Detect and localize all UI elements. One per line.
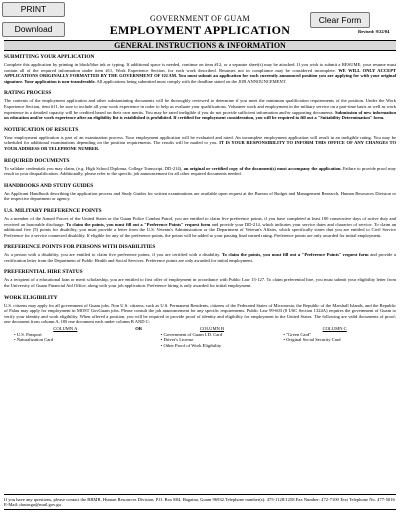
column-a [4,326,127,348]
section-rating [4,90,396,120]
column-heading: COLUMN C [322,326,347,332]
section-body: U.S. citizens may apply for all government of Guam jobs. Non U.S. citizens, such as U.S. Permanent Residents, citizens of the Federated States of Micronesia, the Republic of the Marshall Islands, and the Republic of Palau may apply for employment in MOST GovGuam jobs. Please consult the job announcement for any specific requirements. Public Law 99-603 (8 USC Section 1324A) requires the government of Guam to verify your identity and work eligibility. When offered a position, you will be required to provide proof of identity and eligibility for employment in the United States. The following are valid documents of proof; one document from column A, OR one document each under column B AND C: [4,302,396,325]
section-disability-preference [4,244,396,263]
section-handbooks [4,183,396,202]
section-heading: WORK ELIGIBILITY [4,294,58,301]
clear-form-button[interactable]: Clear Form [310,12,370,28]
section-heading: PREFERENTIAL HIRE STATUS [4,269,83,276]
section-body: As a recipient of a educational loan or merit scholarship, you are entitled to first offer of employment in accordance with Public Law 15-127. To claim preferential hire, you must submit your eligibility letter from the University of Guam Financial Aid Office, along with your job application. Preference hiring is only awarded for initial employment. [4,277,396,289]
section-submitting [4,54,396,84]
download-button[interactable]: Download [2,22,65,37]
section-body: To validate credentials you may claim, (e.g. High School Diploma, College Transcript, DD-214), an original or certified copy of the document(s) must accompany the application. Failure to provide proof may result in your disqualification. Additionally, please refer to the specific job announcement for all other required documents needed. [4,165,396,177]
column-item: • Other Proof of Work Eligibility [160,342,222,348]
revised-date: Revised: 9/22/04 [358,29,390,34]
section-work-eligibility [4,295,396,348]
section-military-preference [4,208,396,238]
section-body: As a person with a disability, you are entitled to claim five preference points, if you are certified with a disability. To claim the points, you must fill out a "Preference Points" request form and provide a certification letter from the Department of Public Health and Social Services. Preference points are only awarded for initial employment. [4,252,397,263]
section-heading: REQUIRED DOCUMENTS [4,157,70,164]
section-heading: SUBMITTING YOUR APPLICATION [4,54,95,60]
contact-footer: If you have any questions, please contact the BBMR, Human Resources Division, P.O. Box 884, Hagatna, Guam 96932.Telephone number(s): 475-1128/1258 Fax Number: 472-7100 Text Telephone No. 477-5016 E-Mail: dastorga@mail.gov.gu [4,494,396,510]
section-heading: NOTIFICATION OF RESULTS [4,126,79,133]
column-item: • "Green Card" [283,331,312,337]
banner-text: GENERAL INSTRUCTIONS & INFORMATION [114,40,286,50]
column-item: • Driver's License [160,337,194,343]
section-heading: U.S. MILITARY PREFERENCE POINTS [4,207,102,214]
column-heading: COLUMN A [53,326,78,332]
section-heading: RATING PROCESS [4,90,52,97]
section-body: Complete this application by printing in black/blue ink or typing. If additional space is needed, continue on item #12, or a separate sheet(s) may be attached. If you wish to submit a RESUME, your resume must contain all of the required information under item #11, Work Experience Section, for each work described. Resumes not in compliance may be considered incomplete. WE WILL ONLY ACCEPT APPLICATIONS ORIGINALLY FORMATTED BY THE GOVERNMENT OF GUAM. You must submit an application for each currently announced position you are applying for with your original signature. Your application is non-transferable. All applications being submitted must comply with the deadline stated on the JOB ANNOUNCEMENT. [4,62,397,84]
column-item: • U.S. Passport [14,331,42,337]
print-button[interactable]: PRINT [2,2,65,17]
section-preferential-hire [4,269,396,288]
column-item: • Naturalization Card [14,337,54,343]
page-title: EMPLOYMENT APPLICATION [109,23,291,37]
section-heading: PREFERENCE POINTS FOR PERSONS WITH DISABILITIES [4,244,156,251]
section-heading: HANDBOOKS AND STUDY GUIDES [4,182,94,189]
column-heading: COLUMN B [199,326,225,332]
instructions-content [4,54,396,354]
document-columns [4,326,396,348]
agency-name: GOVERNMENT OF GUAM [150,14,250,23]
section-required-documents [4,158,396,177]
column-b [151,326,274,348]
column-item: • Original Social Security Card [283,337,341,343]
column-item: • Government of Guam I.D. Card [160,331,223,337]
section-banner [4,40,396,51]
or-separator: OR [135,326,143,332]
column-c [273,326,396,348]
section-body: Your employment application is part of an examination process. Your employment application will be evaluated and rated. An incomplete employment application will result in an ineligible rating. You may be scheduled for additional examinations depending on the position requirements. The results will be mailed to you. IT IS YOUR RESPONSIBILITY TO INFORM THIS OFFICE OF ANY CHANGES TO YOUR ADDRESS OR TELEPHONE NUMBER. [4,134,397,151]
section-body: An Applicant Handbook describing the application process and Study Guides for written examinations are available upon request at the Bureau of Budget and Management Research, Human Resources Division or the respective department or agency. [4,190,396,202]
section-body: The contents of the employment application and other substantiating documents will be thoroughly reviewed to determine if you meet the minimum qualification requirements of the position. Under the Work Experience Section, item #11, be sure to include all your work experience in order to help us evaluate your qualifications. Volunteer work and employment in the military service on a part-time basis as well as work experience in a detailed capacity will be credited based on their own merits. You may be rated ineligible if you do not provide sufficient information and/or supporting documents. Submission of new information on education and/or work experience after an eligibility list is established is prohibited. If certified for employment consideration, you will be required to fill out a "Suitability Determination" form. [4,98,396,121]
section-body: As a member of the Armed Forces of the United States or the Guam Police Combat Patrol, you are entitled to claim five preference points, if you have completed at least 180 consecutive days of active duty and received an honorable discharge. To claim the points, you must fill out a "Preference Points" request form and provide your DD-214, which indicates your service dates and character of service. To claim an additional five (5) points for disability, you must provide a letter from the U.S. Veteran's Administration or the Department of Veteran's Affairs, which specifically states that you are entitled to Civil Service Preference for a service connected disability. If eligible for any of the preference points, the points will be added to your passing final earned rating. Preference points are only awarded for initial employment. [4,215,396,238]
section-notification [4,127,396,152]
